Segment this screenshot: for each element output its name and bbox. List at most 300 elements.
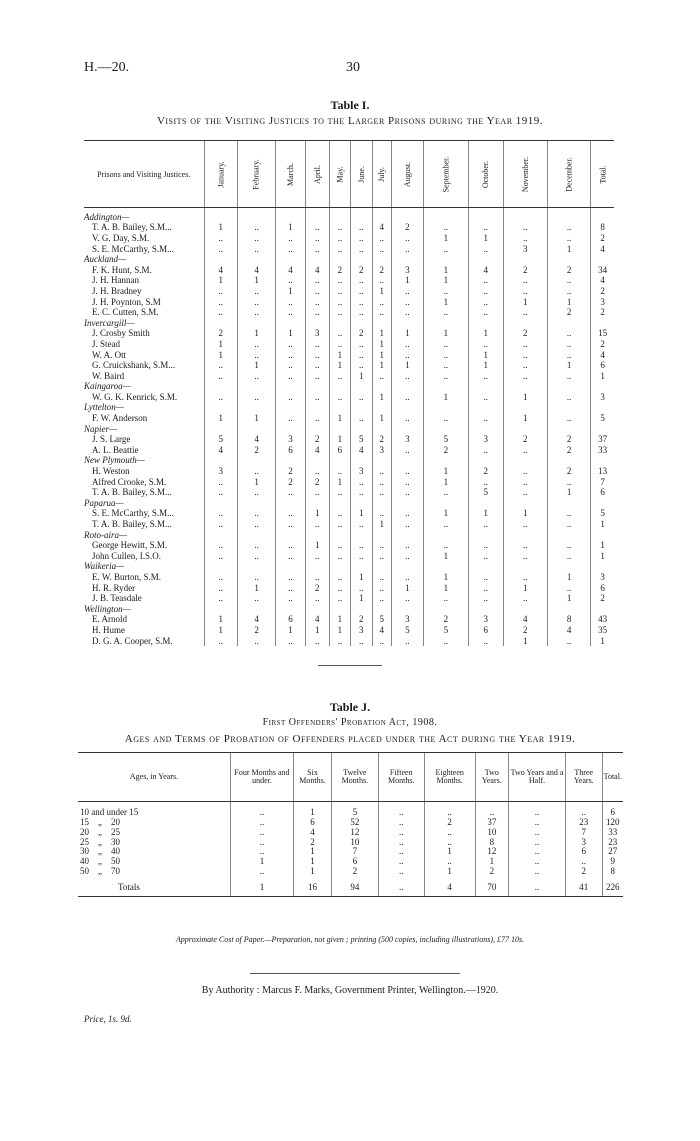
total-cell: .. xyxy=(378,877,424,897)
table-cell xyxy=(204,318,237,329)
table-cell: .. xyxy=(372,233,391,244)
table-cell: 4 xyxy=(204,265,237,276)
table-cell: .. xyxy=(276,307,305,318)
table-cell: .. xyxy=(329,339,350,350)
table-cell: 4 xyxy=(305,445,329,456)
table-row xyxy=(84,551,614,562)
prison-group-row xyxy=(84,382,614,393)
table-cell: 1 xyxy=(591,371,614,382)
table-cell: .. xyxy=(509,837,566,847)
justice-name: F. W. Anderson xyxy=(92,413,148,424)
table-row xyxy=(84,329,614,340)
table-cell: .. xyxy=(231,818,294,828)
table-cell: 4 xyxy=(350,445,372,456)
table-cell: .. xyxy=(391,540,423,551)
table-cell: 3 xyxy=(391,615,423,626)
table-cell: .. xyxy=(329,636,350,647)
table-cell: 37 xyxy=(591,434,614,445)
table-cell: .. xyxy=(509,828,566,838)
table-cell: .. xyxy=(391,371,423,382)
age-range: 20 „ 25 xyxy=(80,826,120,837)
table-cell: .. xyxy=(276,339,305,350)
table-cell: .. xyxy=(468,339,503,350)
table-cell xyxy=(350,254,372,265)
table-cell: 1 xyxy=(424,847,475,857)
table-cell xyxy=(468,456,503,467)
table-cell: .. xyxy=(468,593,503,604)
table-cell: 1 xyxy=(503,392,547,403)
table-cell xyxy=(503,403,547,414)
prison-group-row xyxy=(84,424,614,435)
table-cell: .. xyxy=(204,477,237,488)
table-cell: .. xyxy=(378,818,424,828)
table-cell: 2 xyxy=(591,233,614,244)
table-cell: 3 xyxy=(591,572,614,583)
column-header-month xyxy=(591,141,614,208)
table-cell xyxy=(423,318,468,329)
table-cell: 1 xyxy=(468,350,503,361)
table-cell: .. xyxy=(391,307,423,318)
table-cell: 2 xyxy=(276,466,305,477)
table-cell xyxy=(329,498,350,509)
table-cell: 1 xyxy=(204,276,237,287)
table-cell: 33 xyxy=(602,828,623,838)
table-cell xyxy=(591,208,614,223)
table-j-header-row xyxy=(78,753,623,802)
table-cell: 2 xyxy=(548,466,591,477)
table-cell: .. xyxy=(391,350,423,361)
table-cell: 2 xyxy=(591,307,614,318)
column-header-month xyxy=(237,141,275,208)
table-cell: .. xyxy=(423,540,468,551)
table-cell xyxy=(391,424,423,435)
table-cell xyxy=(276,318,305,329)
table-cell xyxy=(468,530,503,541)
table-cell: .. xyxy=(475,802,509,818)
table-cell xyxy=(350,318,372,329)
justice-name: E. W. Burton, S.M. xyxy=(92,571,162,582)
table-j-caption: Ages and Terms of Probation of Offenders placed under the Act during the Year 1919. xyxy=(124,733,576,745)
table-cell: .. xyxy=(509,847,566,857)
table-cell: 4 xyxy=(503,615,547,626)
printer-authority: By Authority : Marcus F. Marks, Government Printer, Wellington.—1920. xyxy=(201,985,499,996)
table-row xyxy=(84,487,614,498)
table-cell: .. xyxy=(231,867,294,877)
table-cell: 13 xyxy=(591,466,614,477)
table-row xyxy=(78,857,623,867)
table-cell: .. xyxy=(372,307,391,318)
table-cell: .. xyxy=(468,413,503,424)
prison-name: Invercargill— xyxy=(84,317,135,328)
table-cell: .. xyxy=(276,583,305,594)
table-cell: .. xyxy=(204,583,237,594)
table-cell xyxy=(391,498,423,509)
table-cell: .. xyxy=(468,540,503,551)
table-cell xyxy=(591,498,614,509)
column-header-term: Three Years. xyxy=(565,753,602,802)
justice-name: J. Stead xyxy=(92,338,120,349)
table-row xyxy=(84,540,614,551)
justice-name: J. Crosby Smith xyxy=(92,328,150,339)
table-cell: 5 xyxy=(350,434,372,445)
table-cell: .. xyxy=(350,540,372,551)
table-cell xyxy=(276,208,305,223)
table-cell xyxy=(237,530,275,541)
table-cell: .. xyxy=(548,286,591,297)
table-cell xyxy=(329,456,350,467)
table-cell: .. xyxy=(548,551,591,562)
table-cell xyxy=(423,530,468,541)
prison-group-row xyxy=(84,456,614,467)
table-cell: 3 xyxy=(372,445,391,456)
table-cell: 2 xyxy=(305,477,329,488)
table-cell: .. xyxy=(305,519,329,530)
table-cell xyxy=(329,208,350,223)
table-cell xyxy=(329,604,350,615)
table-cell: 2 xyxy=(237,625,275,636)
table-cell: 2 xyxy=(591,286,614,297)
section-divider xyxy=(318,665,382,666)
table-cell: 1 xyxy=(423,392,468,403)
table-cell: 3 xyxy=(503,244,547,255)
table-row xyxy=(78,837,623,847)
table-cell: .. xyxy=(423,223,468,234)
table-cell: 4 xyxy=(237,434,275,445)
table-cell: .. xyxy=(305,636,329,647)
table-cell xyxy=(329,254,350,265)
table-cell xyxy=(548,403,591,414)
table-cell: 2 xyxy=(276,477,305,488)
table-cell xyxy=(548,456,591,467)
table-cell: .. xyxy=(231,847,294,857)
table-cell: 1 xyxy=(204,223,237,234)
table-cell: .. xyxy=(329,329,350,340)
table-cell: 8 xyxy=(548,615,591,626)
table-cell: .. xyxy=(204,593,237,604)
table-cell: .. xyxy=(372,551,391,562)
justice-name: E. C. Cutten, S.M. xyxy=(92,307,159,318)
table-row xyxy=(84,339,614,350)
total-cell: 226 xyxy=(602,877,623,897)
table-cell: .. xyxy=(503,307,547,318)
table-cell: .. xyxy=(329,286,350,297)
justice-name: John Cullen, I.S.O. xyxy=(92,550,162,561)
prison-name: New Plymouth— xyxy=(84,455,145,466)
column-header-label: May. xyxy=(335,165,345,183)
table-cell: 6 xyxy=(329,445,350,456)
table-cell: .. xyxy=(378,802,424,818)
column-header-label: Total. xyxy=(598,164,608,184)
table-cell: .. xyxy=(329,223,350,234)
table-cell: .. xyxy=(391,477,423,488)
table-cell: .. xyxy=(548,413,591,424)
table-cell: .. xyxy=(509,867,566,877)
table-cell: 4 xyxy=(372,223,391,234)
table-cell xyxy=(276,403,305,414)
table-cell: .. xyxy=(276,413,305,424)
table-cell: 5 xyxy=(468,487,503,498)
table-cell: .. xyxy=(548,636,591,647)
table-cell: .. xyxy=(468,551,503,562)
table-cell: .. xyxy=(204,244,237,255)
cost-note: Approximate Cost of Paper.—Preparation, not given ; printing (500 copies, including illustrations), £77 10s. xyxy=(175,935,525,944)
table-cell: .. xyxy=(372,540,391,551)
table-cell: .. xyxy=(548,509,591,520)
table-cell: 1 xyxy=(423,329,468,340)
table-cell: .. xyxy=(424,828,475,838)
table-cell xyxy=(276,456,305,467)
table-cell: 5 xyxy=(423,434,468,445)
table-cell: .. xyxy=(503,551,547,562)
column-header-term: Four Months and under. xyxy=(231,753,294,802)
table-cell: 33 xyxy=(591,445,614,456)
table-cell: .. xyxy=(424,802,475,818)
table-cell: 2 xyxy=(548,445,591,456)
column-header-label: June. xyxy=(356,165,366,183)
table-cell: .. xyxy=(391,466,423,477)
table-cell: .. xyxy=(350,339,372,350)
table-j-body xyxy=(78,802,623,897)
table-cell: .. xyxy=(276,371,305,382)
justice-name: T. A. B. Bailey, S.M... xyxy=(92,487,172,498)
table-cell: 1 xyxy=(391,276,423,287)
table-row xyxy=(84,477,614,488)
total-cell: 16 xyxy=(293,877,331,897)
table-cell: .. xyxy=(329,583,350,594)
table-cell: .. xyxy=(204,360,237,371)
table-cell: .. xyxy=(237,339,275,350)
table-cell: 2 xyxy=(423,615,468,626)
justice-name: D. G. A. Cooper, S.M. xyxy=(92,635,173,646)
table-cell: 6 xyxy=(591,487,614,498)
table-cell: .. xyxy=(468,276,503,287)
table-cell xyxy=(503,498,547,509)
total-cell: 41 xyxy=(565,877,602,897)
table-cell xyxy=(391,562,423,573)
prison-name: Roto-aira— xyxy=(84,529,128,540)
justice-name: H. Hume xyxy=(92,624,125,635)
table-cell: .. xyxy=(231,837,294,847)
table-cell: .. xyxy=(276,487,305,498)
table-cell: .. xyxy=(329,519,350,530)
table-row xyxy=(84,307,614,318)
table-cell: 2 xyxy=(503,265,547,276)
table-i-header-row xyxy=(84,141,614,208)
column-header-label: January. xyxy=(216,160,226,188)
table-row xyxy=(84,572,614,583)
table-cell: .. xyxy=(548,350,591,361)
table-cell: 1 xyxy=(305,509,329,520)
table-cell: .. xyxy=(468,583,503,594)
prison-group-row xyxy=(84,530,614,541)
table-cell: 2 xyxy=(372,265,391,276)
table-cell xyxy=(329,382,350,393)
table-cell: .. xyxy=(305,339,329,350)
table-cell xyxy=(548,562,591,573)
table-cell: 1 xyxy=(591,636,614,647)
table-cell: .. xyxy=(237,551,275,562)
table-cell: .. xyxy=(423,519,468,530)
table-cell: 2 xyxy=(548,434,591,445)
table-cell: 2 xyxy=(468,466,503,477)
table-cell: .. xyxy=(204,519,237,530)
table-cell: .. xyxy=(204,297,237,308)
column-header-month xyxy=(391,141,423,208)
age-range: 10 and under 15 xyxy=(80,807,139,818)
table-cell: 12 xyxy=(332,828,379,838)
table-cell: 2 xyxy=(237,445,275,456)
table-cell: 3 xyxy=(276,434,305,445)
table-cell xyxy=(391,208,423,223)
table-cell: .. xyxy=(204,551,237,562)
table-cell: .. xyxy=(468,286,503,297)
justice-name: W. A. Ott xyxy=(92,349,127,360)
totals-label: Totals xyxy=(78,877,231,897)
table-cell: .. xyxy=(305,360,329,371)
table-cell xyxy=(350,382,372,393)
table-cell: .. xyxy=(350,233,372,244)
table-cell: 1 xyxy=(276,329,305,340)
table-cell xyxy=(372,382,391,393)
table-cell: .. xyxy=(276,540,305,551)
prison-name: Waikeria— xyxy=(84,561,125,572)
table-cell: 1 xyxy=(293,857,331,867)
justice-name: T. A. B. Bailey, S.M... xyxy=(92,222,172,233)
table-cell: .. xyxy=(423,360,468,371)
justice-name: W. G. K. Kenrick, S.M. xyxy=(92,391,178,402)
column-header-label: August. xyxy=(402,161,412,187)
table-cell: 2 xyxy=(591,339,614,350)
column-header-month xyxy=(468,141,503,208)
table-cell: .. xyxy=(372,487,391,498)
prison-name: Lyttelton— xyxy=(84,402,124,413)
table-cell: 1 xyxy=(350,593,372,604)
table-cell xyxy=(591,382,614,393)
table-cell: 3 xyxy=(391,434,423,445)
table-cell: 1 xyxy=(329,477,350,488)
table-cell: .. xyxy=(468,636,503,647)
table-cell: 12 xyxy=(475,847,509,857)
table-cell xyxy=(204,403,237,414)
table-cell: .. xyxy=(391,509,423,520)
table-cell: .. xyxy=(305,297,329,308)
table-cell: .. xyxy=(305,572,329,583)
page-number: 30 xyxy=(346,60,360,75)
table-cell: 4 xyxy=(237,615,275,626)
table-cell: 1 xyxy=(231,857,294,867)
table-cell: .. xyxy=(276,360,305,371)
table-cell xyxy=(423,456,468,467)
table-cell: .. xyxy=(548,223,591,234)
table-row xyxy=(84,233,614,244)
table-cell: .. xyxy=(276,636,305,647)
prison-name: Napier— xyxy=(84,423,118,434)
table-cell: 1 xyxy=(305,540,329,551)
table-cell xyxy=(305,318,329,329)
table-cell: .. xyxy=(372,636,391,647)
price-note: Price, 1s. 9d. xyxy=(84,1014,132,1024)
justice-name: George Hewitt, S.M. xyxy=(92,540,168,551)
justice-name: Alfred Crooke, S.M. xyxy=(92,476,167,487)
table-cell: .. xyxy=(204,487,237,498)
table-cell xyxy=(305,424,329,435)
table-cell: 2 xyxy=(391,223,423,234)
table-cell xyxy=(503,456,547,467)
table-cell: .. xyxy=(503,487,547,498)
table-cell: .. xyxy=(378,857,424,867)
table-cell xyxy=(548,208,591,223)
table-cell: .. xyxy=(548,392,591,403)
table-cell xyxy=(372,530,391,541)
table-cell xyxy=(468,498,503,509)
table-cell: 2 xyxy=(475,867,509,877)
table-cell xyxy=(305,208,329,223)
table-cell: .. xyxy=(423,307,468,318)
table-cell: .. xyxy=(423,413,468,424)
table-row xyxy=(84,413,614,424)
table-cell: .. xyxy=(329,233,350,244)
table-cell xyxy=(391,318,423,329)
table-cell: 7 xyxy=(591,477,614,488)
table-cell: 2 xyxy=(332,867,379,877)
justice-name: S. E. McCarthy, S.M... xyxy=(92,508,174,519)
table-cell xyxy=(468,424,503,435)
table-cell: 1 xyxy=(350,509,372,520)
table-cell: 2 xyxy=(329,265,350,276)
table-cell xyxy=(305,456,329,467)
table-row xyxy=(84,445,614,456)
table-cell xyxy=(372,498,391,509)
table-cell: .. xyxy=(391,392,423,403)
table-cell: 1 xyxy=(237,413,275,424)
table-cell: .. xyxy=(378,837,424,847)
justice-name: G. Cruickshank, S.M... xyxy=(92,360,175,371)
table-cell: 1 xyxy=(276,286,305,297)
table-cell: .. xyxy=(204,636,237,647)
table-cell xyxy=(591,456,614,467)
table-cell: .. xyxy=(305,371,329,382)
table-cell: .. xyxy=(350,276,372,287)
table-cell: .. xyxy=(237,593,275,604)
table-cell: 1 xyxy=(503,509,547,520)
justice-name: J. B. Teasdale xyxy=(92,593,142,604)
table-cell: .. xyxy=(350,297,372,308)
table-cell: .. xyxy=(372,371,391,382)
table-cell: 1 xyxy=(548,244,591,255)
table-cell xyxy=(548,604,591,615)
table-cell: .. xyxy=(503,350,547,361)
prison-group-row xyxy=(84,208,614,223)
table-cell: .. xyxy=(391,519,423,530)
table-cell: .. xyxy=(378,867,424,877)
table-cell: 1 xyxy=(423,466,468,477)
table-cell: 3 xyxy=(565,837,602,847)
table-cell: .. xyxy=(372,509,391,520)
table-cell: .. xyxy=(548,233,591,244)
table-cell xyxy=(503,562,547,573)
table-cell: .. xyxy=(423,339,468,350)
table-j-act-caption: First Offenders' Probation Act, 1908. xyxy=(262,717,438,728)
table-cell: 1 xyxy=(276,223,305,234)
total-cell: 4 xyxy=(424,877,475,897)
table-cell: .. xyxy=(391,636,423,647)
table-cell: 2 xyxy=(204,329,237,340)
table-cell: 6 xyxy=(276,615,305,626)
table-cell: 1 xyxy=(548,572,591,583)
table-cell: .. xyxy=(391,244,423,255)
table-cell: 5 xyxy=(423,625,468,636)
table-cell xyxy=(350,424,372,435)
